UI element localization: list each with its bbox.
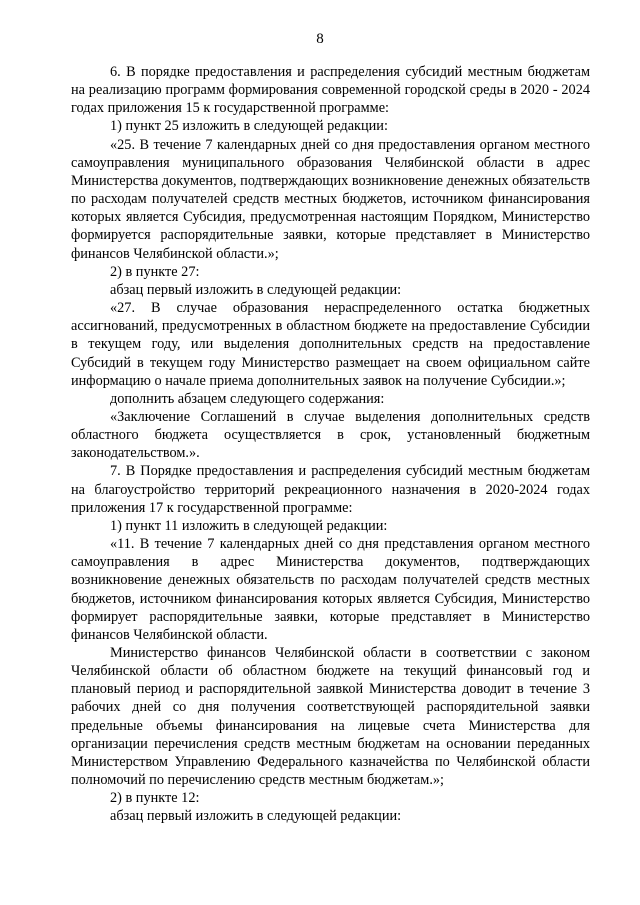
paragraph-instruction: абзац первый изложить в следующей редакции: (110, 281, 402, 298)
document-body (71, 63, 590, 826)
paragraph-item-6-heading: 6. В порядке предоставления и распределения субсидий местным бюджетам на реализацию программ формирования современной городской среды в 2020 - 2024 годах приложения 15 к государственной программе: (71, 64, 590, 117)
paragraph-subitem-2: 2) в пункте 12: (110, 790, 200, 807)
paragraph-point-27-text: «27. В случае образования нераспределенного остатка бюджетных ассигнований, предусмотренных в областном бюджете на предоставление Субсидии в текущем году, или выделения дополнительных средств на предоставление Субсидий в текущем году Министерство размещает на своем официальном сайте информацию о начале приема дополнительных заявок на получение Субсидии.»; (71, 300, 590, 389)
paragraph-subitem-2: 2) в пункте 27: (110, 263, 200, 280)
paragraph-point-25-text: «25. В течение 7 календарных дней со дня предоставления органом местного самоуправления муниципального образования Челябинской области в адрес Министерства документов, подтверждающих возникновение денежных обязательств по расходам получателей средств местных бюджетов, источником финансирования которых является Субсидия, предусмотренная настоящим Порядком, Министерство формируется распорядительные заявки, которые представляет в Министерство финансов Челябинской области.»; (71, 136, 590, 262)
paragraph-agreements-text: «Заключение Соглашений в случае выделения дополнительных средств областного бюджета осуществляется в срок, установленный бюджетным законодательством.». (71, 408, 590, 462)
paragraph-instruction: абзац первый изложить в следующей редакции: (110, 808, 402, 825)
paragraph-point-11-text: «11. В течение 7 календарных дней со дня представления органом местного самоуправления в адрес Министерства документов, подтверждающих возникновение денежных обязательств по расходам получателей средств местных бюджетов, источником финансирования которых является Субсидия, Министерство формирует распорядительные заявки, которые представляет в Министерство финансов Челябинской области. (71, 536, 590, 643)
paragraph-ministry-finance-text: Министерство финансов Челябинской области в соответствии с законом Челябинской области об областном бюджете на текущий финансовый год и плановый период и распорядительной заявкой Министерства доводит в течение 3 рабочих дней со дня получения соответствующей распорядительной заявки предельные объемы финансирования на лицевые счета Министерства для организации перечисления средств местным бюджетам на основании переданных Министерством Управлению Федерального казначейства по Челябинской области полномочий по перечислению средств местным бюджетам.»; (71, 645, 590, 789)
paragraph-subitem-1: 1) пункт 25 изложить в следующей редакции: (110, 118, 388, 135)
paragraph-subitem-1: 1) пункт 11 изложить в следующей редакции: (110, 517, 388, 534)
paragraph-instruction: дополнить абзацем следующего содержания: (110, 390, 385, 407)
paragraph-item-7-heading: 7. В Порядке предоставления и распределения субсидий местным бюджетам на благоустройство территорий рекреационного назначения в 2020-2024 годах приложения 17 к государственной программе: (71, 463, 590, 516)
page-number: 8 (316, 31, 324, 47)
